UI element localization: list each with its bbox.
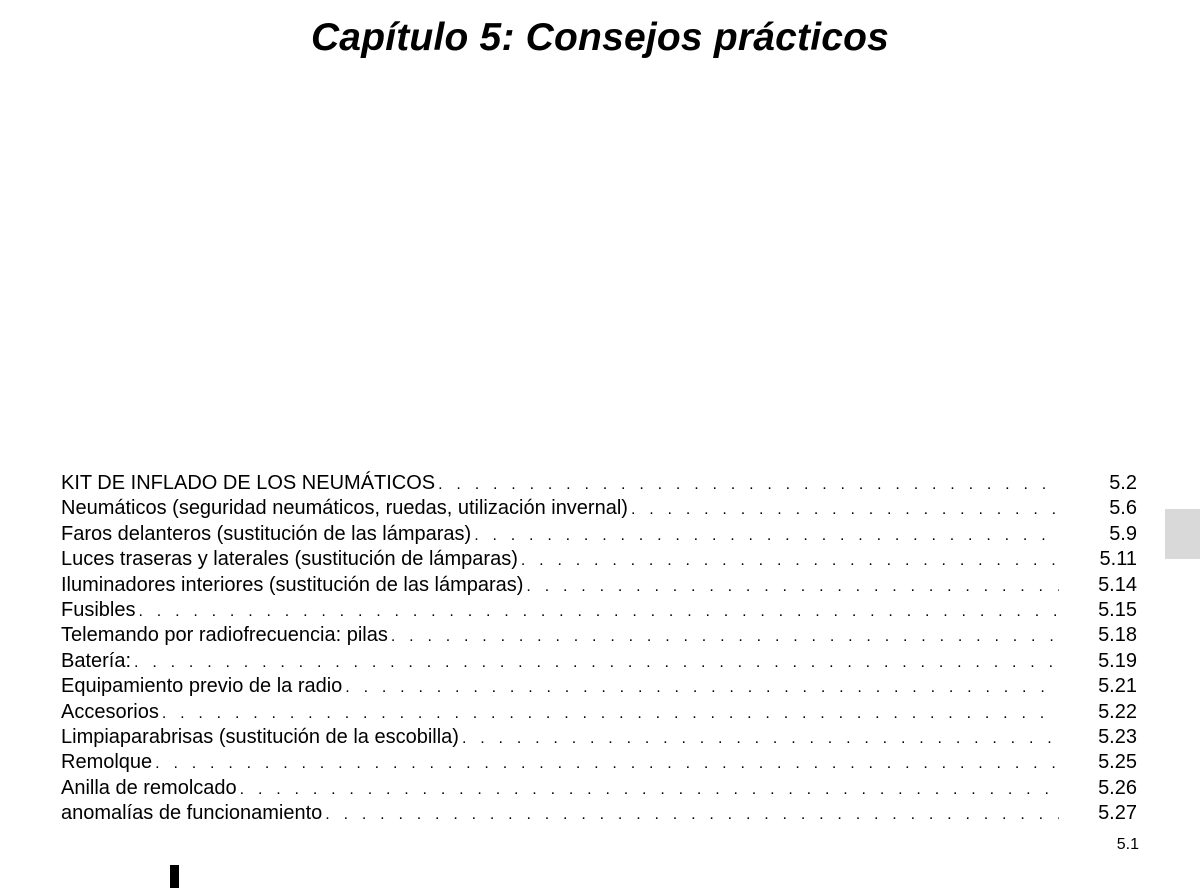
toc-entry-label: Limpiaparabrisas (sustitución de la escobilla) (61, 725, 459, 748)
toc-dot-leader (391, 624, 1059, 649)
toc-entry-page: 5.18 (1098, 624, 1137, 647)
toc-entry-fuses[interactable] (61, 598, 1137, 623)
toc-entry-page: 5.19 (1098, 649, 1137, 672)
toc-entry-interior-lights[interactable] (61, 573, 1137, 598)
toc-dot-leader (325, 802, 1059, 827)
toc-dot-leader (345, 675, 1059, 700)
toc-dot-leader (438, 472, 1059, 497)
toc-entry-page: 5.23 (1098, 725, 1137, 748)
toc-entry-headlights[interactable] (61, 522, 1137, 547)
chapter-side-tab (1165, 509, 1200, 559)
toc-dot-leader (462, 726, 1059, 751)
toc-entry-malfunctions[interactable] (61, 801, 1137, 826)
toc-entry-label: Telemando por radiofrecuencia: pilas (61, 624, 388, 647)
toc-dot-leader (474, 523, 1059, 548)
toc-entry-page: 5.6 (1109, 497, 1137, 520)
toc-entry-page: 5.22 (1098, 700, 1137, 723)
chapter-title: Capítulo 5: Consejos prácticos (310, 16, 890, 59)
toc-entry-tires[interactable] (61, 496, 1137, 521)
toc-entry-page: 5.27 (1098, 802, 1137, 825)
toc-dot-leader (138, 599, 1059, 624)
toc-entry-label: Remolque (61, 751, 153, 774)
toc-entry-accessories[interactable] (61, 700, 1137, 725)
toc-entry-tire-inflation-kit[interactable] (61, 471, 1137, 496)
toc-entry-label: Accesorios (61, 700, 159, 723)
toc-entry-rear-side-lights[interactable] (61, 547, 1137, 572)
toc-entry-page: 5.14 (1098, 573, 1137, 596)
toc-entry-label: Iluminadores interiores (sustitución de las lámparas) (61, 573, 524, 596)
toc-entry-label: Faros delanteros (sustitución de las lámparas) (61, 522, 472, 545)
toc-entry-wiper-blades[interactable] (61, 725, 1137, 750)
toc-entry-page: 5.2 (1109, 472, 1137, 494)
toc-entry-remote-batteries[interactable] (61, 623, 1137, 648)
toc-entry-page: 5.15 (1098, 598, 1137, 621)
toc-entry-page: 5.25 (1098, 751, 1137, 774)
toc-entry-label: Anilla de remolcado (61, 776, 237, 799)
toc-dot-leader (526, 574, 1059, 599)
toc-dot-leader (155, 751, 1059, 776)
table-of-contents (61, 471, 1137, 826)
toc-entry-page: 5.26 (1098, 776, 1137, 799)
toc-entry-page: 5.11 (1099, 548, 1137, 571)
toc-entry-towing-ring[interactable] (61, 776, 1137, 801)
toc-dot-leader (134, 650, 1059, 675)
toc-entry-label: KIT DE INFLADO DE LOS NEUMÁTICOS (61, 472, 436, 494)
crop-mark (170, 865, 179, 888)
toc-entry-battery[interactable] (61, 649, 1137, 674)
toc-entry-towing[interactable] (61, 750, 1137, 775)
toc-entry-label: Batería: (61, 649, 132, 672)
toc-entry-radio-prewiring[interactable] (61, 674, 1137, 699)
toc-entry-label: Equipamiento previo de la radio (61, 675, 343, 698)
toc-dot-leader (162, 701, 1059, 726)
toc-entry-label: Luces traseras y laterales (sustitución de lámparas) (61, 548, 518, 571)
page-number: 5.1 (1116, 836, 1139, 853)
toc-entry-label: anomalías de funcionamiento (61, 802, 323, 825)
toc-entry-page: 5.21 (1098, 675, 1137, 698)
toc-entry-label: Fusibles (61, 598, 136, 621)
toc-dot-leader (240, 777, 1059, 802)
toc-entry-label: Neumáticos (seguridad neumáticos, ruedas, utilización invernal) (61, 497, 628, 520)
toc-entry-page: 5.9 (1109, 522, 1137, 545)
toc-dot-leader (631, 497, 1059, 522)
toc-dot-leader (521, 548, 1059, 573)
